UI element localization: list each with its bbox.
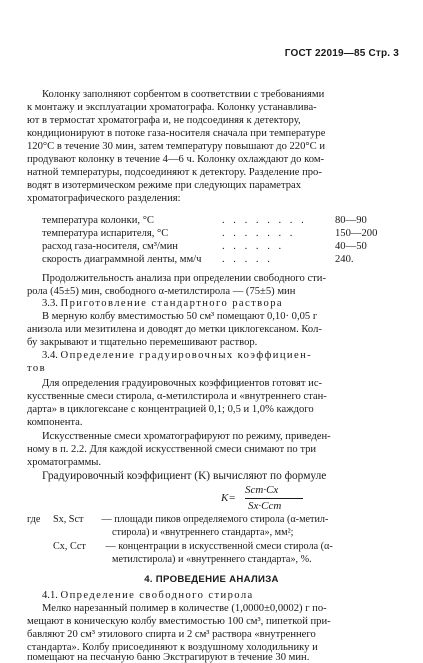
parameter-name: расход газа-носителя, см³/мин	[42, 241, 178, 252]
text-line: В мерную колбу вместимостью 50 см³ помещают 0,10· 0,05 г	[42, 311, 318, 322]
section-4-heading: 4. ПРОВЕДЕНИЕ АНАЛИЗА	[144, 574, 279, 585]
leader-dots: . . . . . . .	[222, 228, 296, 239]
definition-symbol: Sх, Sст	[52, 514, 84, 525]
definition-line	[53, 541, 333, 553]
definition-line: метилстирола) и «внутреннего стандарта», %.	[112, 554, 312, 565]
definition-prefix: где	[27, 514, 41, 525]
definition-symbol: Сх, Сст	[53, 541, 86, 552]
text-line: бавляют 20 см³ этилового спирта и 2 см³ раствора «внутреннего	[27, 629, 316, 640]
text-line: водят в изотермическом режиме при следующих параметрах	[27, 180, 302, 191]
formula-numerator: Sст·Сх	[245, 484, 279, 496]
text-line: 120°С в течение 30 мин, затем температуру повышают до 220°С и	[27, 141, 326, 152]
definition-line	[27, 514, 328, 526]
parameter-name: температура колонки, °С	[42, 215, 154, 226]
page-header: ГОСТ 22019—85 Стр. 3	[284, 48, 399, 59]
section-title: Определение свободного стирола	[60, 590, 254, 601]
parameter-name: скорость диаграммной ленты, мм/ч	[42, 254, 202, 265]
section-number: 3.4.	[42, 350, 58, 361]
section-heading-3-3	[42, 298, 283, 310]
text-line: помещают на песчаную баню Экстрагируют в течение 30 мин.	[27, 653, 310, 663]
section-title: Приготовление стандартного раствора	[60, 298, 283, 309]
text-line: кусственные смеси стирола, α-метилстирола и «внутреннего стан-	[27, 391, 327, 402]
leader-dots: . . . . . .	[222, 241, 285, 252]
section-heading-3-4	[42, 350, 312, 362]
text-line: компонента.	[27, 417, 83, 428]
parameter-value: 40—50	[335, 241, 367, 252]
text-line: дарта» в циклогексане с концентрацией 0,1; 0,5 и 1,0% каждого	[27, 404, 314, 415]
text-line: бу закрывают и тщательно перемешивают раствор.	[27, 337, 258, 348]
text-line: ному в п. 2.2. Для каждой искусственной смеси снимают по три	[27, 444, 317, 455]
text-line: мещают в коническую колбу вместимостью 100 см³, пипеткой при-	[27, 616, 331, 627]
text-line: натной температуры, подсоединяют к детектору. Разделение про-	[27, 167, 322, 178]
text-line: Продолжительность анализа при определении свободного сти-	[42, 273, 326, 284]
parameter-name: температура испарителя, °С	[42, 228, 169, 239]
leader-dots: . . . . . . . .	[222, 215, 307, 226]
text-line: Градуировочный коэффициент (K) вычисляют по формуле	[42, 470, 327, 482]
section-number: 4.1.	[42, 590, 58, 601]
text-line: хроматограммы.	[27, 457, 102, 468]
leader-dots: . . . . .	[222, 254, 273, 265]
section-number: 3.3.	[42, 298, 58, 309]
text-line: стандарта». Колбу присоединяют к воздушному холодильнику и	[27, 642, 318, 653]
definition-text: — площади пиков определяемого стирола (α-метил-	[101, 514, 329, 525]
parameter-value: 80—90	[335, 215, 367, 226]
text-line: продувают колонку в течение 4—6 ч. Колонку охлаждают до ком-	[27, 154, 325, 165]
text-line: Колонку заполняют сорбентом в соответствии с требованиями	[42, 89, 325, 100]
definition-text: — концентрации в искусственной смеси стирола (α-	[105, 541, 333, 552]
text-line: Мелко нарезанный полимер в количестве (1,0000±0,0002) г по-	[42, 603, 327, 614]
formula-lhs: K=	[221, 492, 236, 504]
parameter-value: 150—200	[335, 228, 378, 239]
parameter-value: 240.	[335, 254, 354, 265]
text-line: анизола или мезитилена и доводят до метки циклогексаном. Кол-	[27, 324, 322, 335]
text-line: хроматографического разделения:	[27, 193, 181, 204]
section-title-cont: тов	[27, 363, 46, 374]
formula-denominator: Sх·Сст	[248, 500, 282, 512]
section-heading-4-1	[42, 590, 254, 602]
text-line: рола (45±5) мин, свободного α-метилстирола — (75±5) мин	[27, 286, 296, 297]
text-line: Для определения градуировочных коэффициентов готовят ис-	[42, 378, 323, 389]
text-line: Искусственные смеси хроматографируют по режиму, приведен-	[42, 431, 331, 442]
fraction-bar	[245, 498, 303, 499]
definition-line: стирола) и «внутреннего стандарта», мм²;	[112, 527, 294, 538]
text-line: к монтажу и эксплуатации хроматографа. Колонку устанавлива-	[27, 102, 317, 113]
section-title: Определение градуировочных коэффициен-	[60, 350, 313, 361]
text-line: ют в термостат хроматографа и, не подсоединяя к детектору,	[27, 115, 301, 126]
text-line: кондиционируют в потоке газа-носителя сначала при температуре	[27, 128, 326, 139]
